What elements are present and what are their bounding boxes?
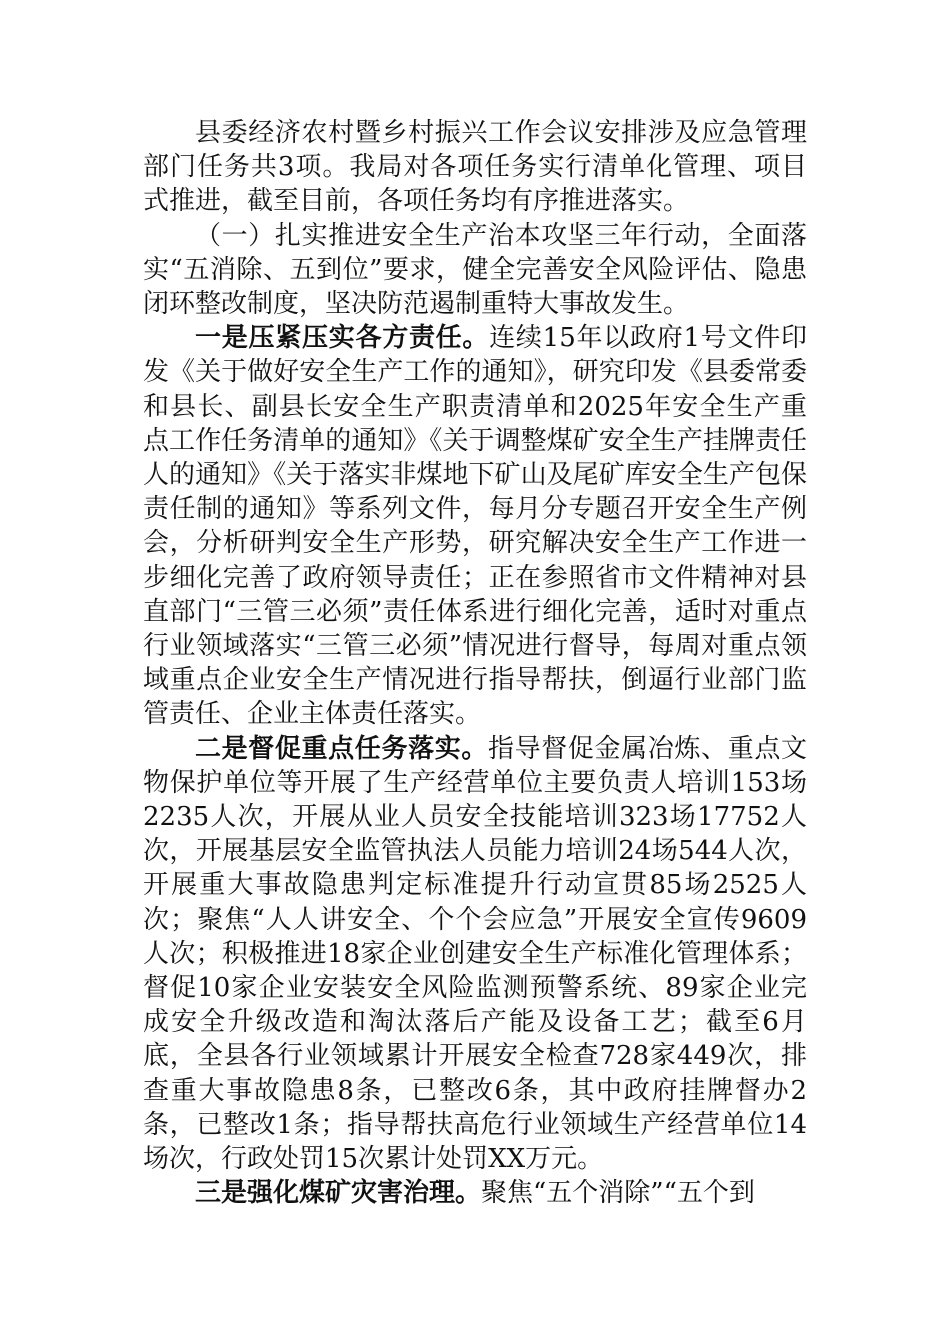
paragraph-text: 县委经济农村暨乡村振兴工作会议安排涉及应急管理部门任务共3项。我局对各项任务实行清单化管理、项目式推进，截至目前，各项任务均有序推进落实。 bbox=[143, 118, 807, 217]
paragraph-text: （一）扎实推进安全生产治本攻坚三年行动，全面落实“五消除、五到位”要求，健全完善安全风险评估、隐患闭环整改制度，坚决防范遏制重特大事故发生。 bbox=[143, 220, 807, 320]
paragraph-text: 连续15年以政府1号文件印发《关于做好安全生产工作的通知》，研究印发《县委常委和县长、副县长安全生产职责清单和2025年安全生产重点工作任务清单的通知》《关于调整煤矿安全生产挂牌责任人的通知》《关于落实非煤地下矿山及尾矿库安全生产包保责任制的通知》等系列文件，每月分专题召开安全生产例会，分析研判安全生产形势，研究解决安全生产工作进一步细化完善了政府领导责任；正在参照省市文件精神对县直部门“三管三必须”责任体系进行细化完善，适时对重点行业领域落实“三管三必须”情况进行督导，每周对重点领域重点企业安全生产情况进行指导帮扶，倒逼行业部门监管责任、企业主体责任落实。 bbox=[143, 323, 807, 730]
paragraph-item-two bbox=[143, 732, 807, 1177]
paragraph-text: 指导督促金属冶炼、重点文物保护单位等开展了生产经营单位主要负责人培训153场2235人次，开展从业人员安全技能培训323场17752人次，开展基层安全监管执法人员能力培训24场544人次，开展重大事故隐患判定标准提升行动宣贯85场2525人次；聚焦“人人讲安全、个个会应急”开展安全宣传9609人次；积极推进18家企业创建安全生产标准化管理体系；督促10家企业安装安全风险监测预警系统、89家企业完成安全升级改造和淘汰落后产能及设备工艺；截至6月底，全县各行业领域累计开展安全检查728家449次，排查重大事故隐患8条，已整改6条，其中政府挂牌督办2条，已整改1条；指导帮扶高危行业领域生产经营单位14场次，行政处罚15次累计处罚XX万元。 bbox=[143, 733, 807, 1175]
paragraph-section-one-heading bbox=[143, 219, 807, 322]
paragraph-lead: 一是压紧压实各方责任。 bbox=[195, 323, 490, 354]
paragraph-item-three bbox=[143, 1176, 807, 1210]
paragraph-text: 聚焦“五个消除”“五个到 bbox=[481, 1178, 755, 1209]
paragraph-item-one bbox=[143, 321, 807, 731]
paragraph-intro bbox=[143, 116, 807, 219]
paragraph-lead: 三是强化煤矿灾害治理。 bbox=[195, 1178, 482, 1209]
paragraph-lead: 二是督促重点任务落实。 bbox=[195, 733, 488, 764]
document-body bbox=[143, 116, 807, 1211]
